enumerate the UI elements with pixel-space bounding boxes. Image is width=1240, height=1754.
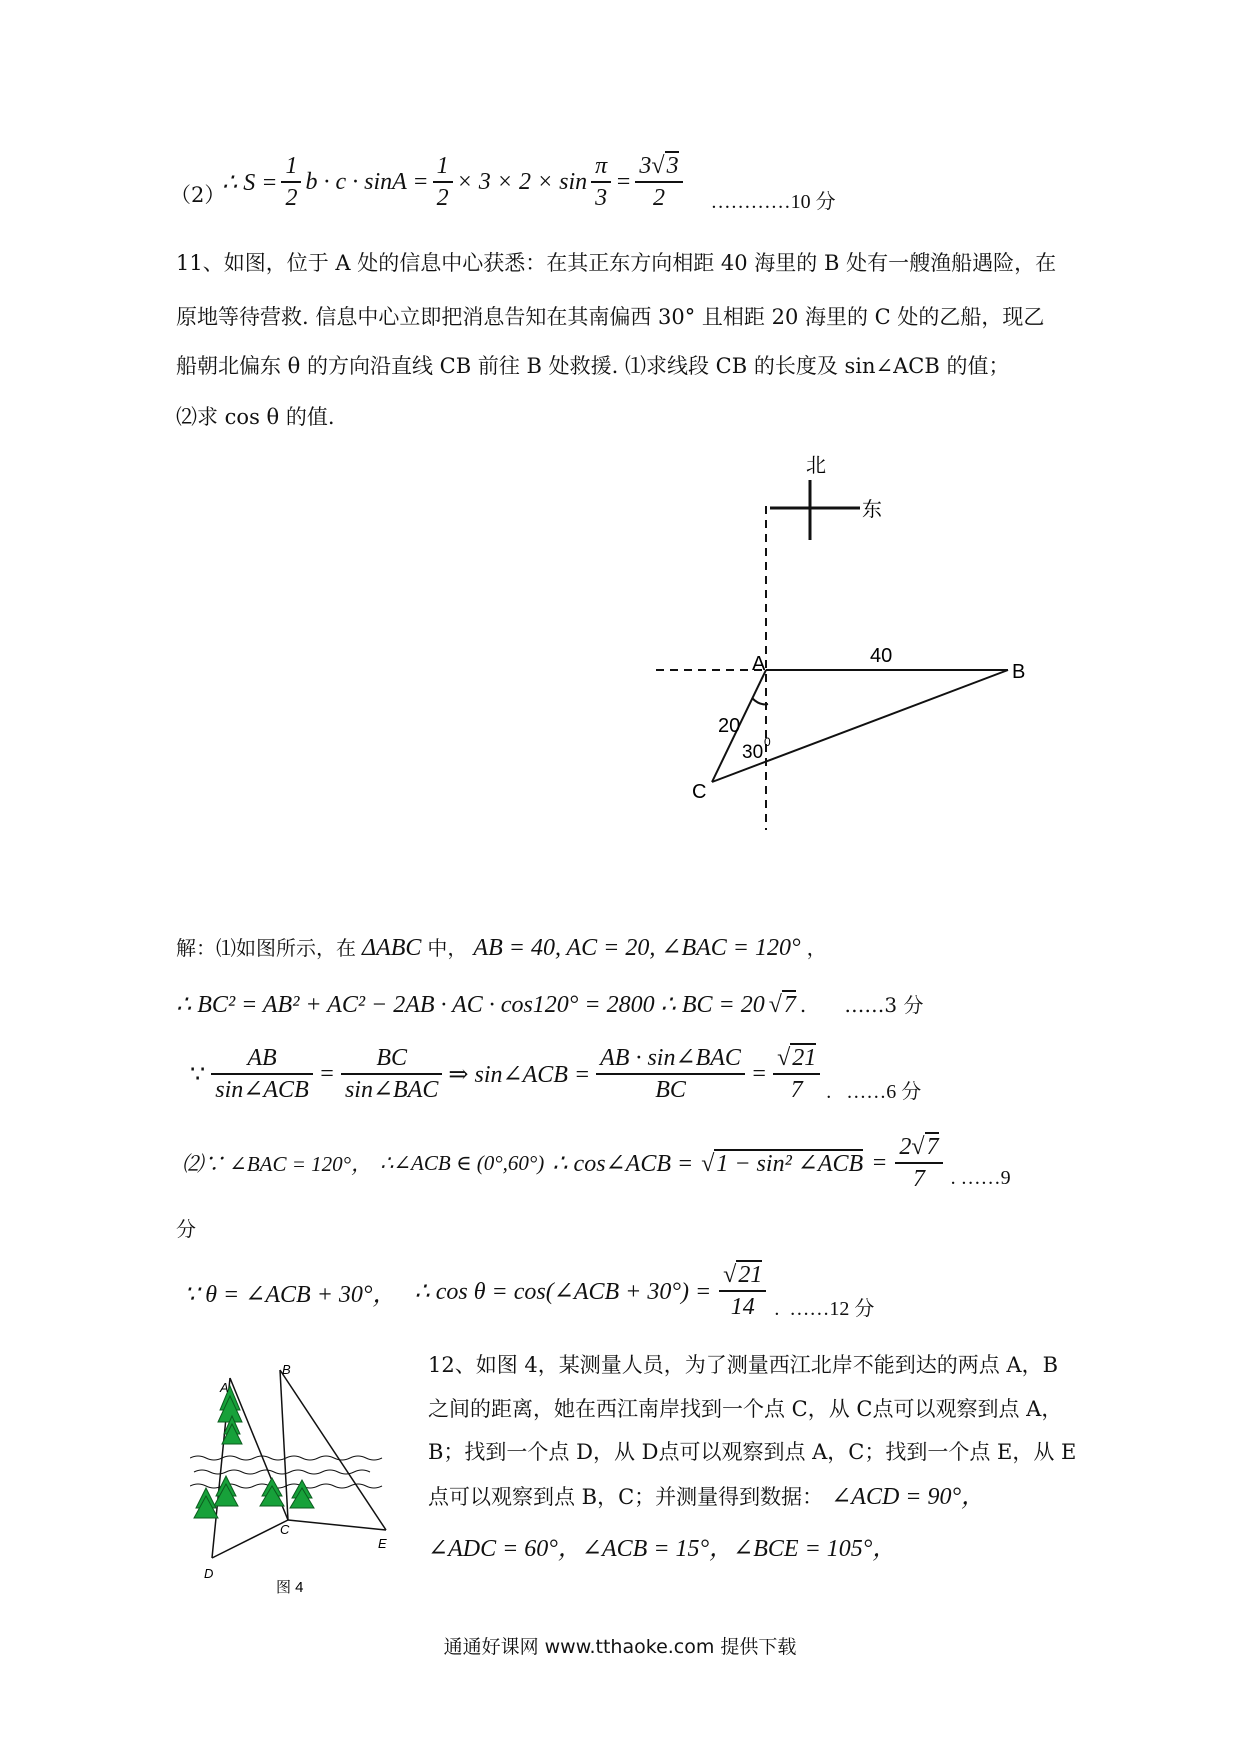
formula-label: （2） <box>170 183 226 207</box>
fig4-label-b: B <box>282 1362 291 1377</box>
problem12-line3: B；找到一个点 D，从 D点可以观察到点 A，C；找到一个点 E，从 E <box>428 1440 1077 1464</box>
compass-north-label: 北 <box>806 455 826 477</box>
point-b-label: B <box>1012 661 1026 683</box>
fraction-sqrt21-14: $\frac{√21}{14}$ <box>719 1260 766 1322</box>
fraction-result: $\frac{3√3}{2}$ <box>635 151 682 213</box>
problem11-line3: 船朝北偏东 θ 的方向沿直线 CB 前往 B 处救援. ⑴求线段 CB 的长度及 sin∠ACB 的值； <box>176 354 1010 378</box>
figure-4-diagram <box>190 1358 410 1598</box>
problem12-line5: ∠ADC = 60°，∠ACB = 15°，∠BCE = 105°， <box>428 1536 897 1562</box>
solution-line1: 解：⑴如图所示，在 ΔABC 中， AB = 40, AC = 20, ∠BAC = 120° ， <box>176 935 827 961</box>
fraction-pi-3: $\frac{\pi}{3}$ <box>591 151 611 213</box>
formula-mid1: b · c · sinA = <box>305 168 429 195</box>
line-d-c <box>212 1520 288 1558</box>
fig4-label-e: E <box>378 1536 387 1551</box>
segment-cb <box>712 670 1008 782</box>
solution-line4: ⑵∵ ∠BAC = 120°， ∴∠ACB ∈ (0°,60°) ∴ cos∠ACB = √1 − sin² ∠ACB = $\frac{2√7}{7}$ . ……9 <box>182 1134 1011 1192</box>
line-b-c <box>280 1370 288 1520</box>
fraction-sqrt21-7: $\frac{√21}{7}$ <box>773 1043 820 1105</box>
point-a-label: A <box>752 653 766 675</box>
compass-east-label: 东 <box>862 499 882 521</box>
solution-line2: ∴ BC² = AB² + AC² − 2AB · AC · cos120° = 2800 ∴ BC = 20 √7 . ……3 分 <box>176 992 924 1018</box>
fig4-caption: 图 4 <box>276 1579 304 1596</box>
formula-mid2: × 3 × 2 × sin <box>456 168 588 195</box>
solution-line3: ∵ $\frac{AB}{\text{sin∠ACB}}$ = $\frac{BC}{\text{sin∠BAC}}$ ⇒ sin∠ACB = $\frac{\text{AB · sin∠BAC}}{BC}$ = $\frac{√21}{7}$ . ……6 分 <box>190 1045 922 1103</box>
problem11-line4: ⑵求 cos θ 的值. <box>176 405 335 429</box>
fraction-half-2: $\frac{1}{2}$ <box>433 151 453 213</box>
line-c-e <box>288 1520 386 1530</box>
point-c-label: C <box>692 781 707 803</box>
fig4-label-d: D <box>204 1566 214 1581</box>
angle-label: 30 <box>742 742 764 763</box>
problem12-line4: 点可以观察到点 B，C；并测量得到数据： ∠ACD = 90°， <box>428 1484 986 1510</box>
fraction-2sqrt7-7: $\frac{2√7}{7}$ <box>895 1132 942 1194</box>
length-ab-label: 40 <box>870 645 893 667</box>
length-ac-label: 20 <box>718 715 741 737</box>
angle-arc <box>752 698 768 704</box>
solution-line4-wrap: 分 <box>176 1217 196 1241</box>
fraction-half: $\frac{1}{2}$ <box>281 151 301 213</box>
problem12-line1: 12、如图 4，某测量人员，为了测量西江北岸不能到达的两点 A，B <box>428 1353 1059 1377</box>
fraction-ab-sinacb: $\frac{AB}{\text{sin∠ACB}}$ <box>211 1043 312 1105</box>
angle-degree-sup: 0 <box>764 735 771 749</box>
formula-lhs: ∴ S = <box>222 169 278 196</box>
problem12-line2: 之间的距离，她在西江南岸找到一个点 C，从 C点可以观察到点 A， <box>428 1397 1063 1421</box>
fraction-ab-sin-bc: $\frac{\text{AB · sin∠BAC}}{BC}$ <box>596 1043 745 1105</box>
fraction-bc-sinbac: $\frac{BC}{\text{sin∠BAC}}$ <box>341 1043 442 1105</box>
problem11-line2: 原地等待营救. 信息中心立即把消息告知在其南偏西 30° 且相距 20 海里的 C 处的乙船，现乙 <box>176 305 1045 329</box>
page-footer: 通通好课网 www.tthaoke.com 提供下载 <box>443 1636 797 1658</box>
formula-eq: = <box>615 168 632 195</box>
score-10: …………10 分 <box>710 190 836 213</box>
fig4-label-a: A <box>220 1380 229 1395</box>
tree-icons <box>194 1386 314 1518</box>
solution-line5: ∵ θ = ∠ACB + 30°， ∴ cos θ = cos(∠ACB + 30°) = $\frac{√21}{14}$ . ……12 分 <box>184 1262 875 1320</box>
area-formula <box>222 142 836 222</box>
figure-11-diagram <box>640 440 1060 840</box>
fig4-label-c: C <box>280 1522 290 1537</box>
problem11-line1: 11、如图，位于 A 处的信息中心获悉：在其正东方向相距 40 海里的 B 处有一艘渔船遇险，在 <box>176 251 1057 275</box>
